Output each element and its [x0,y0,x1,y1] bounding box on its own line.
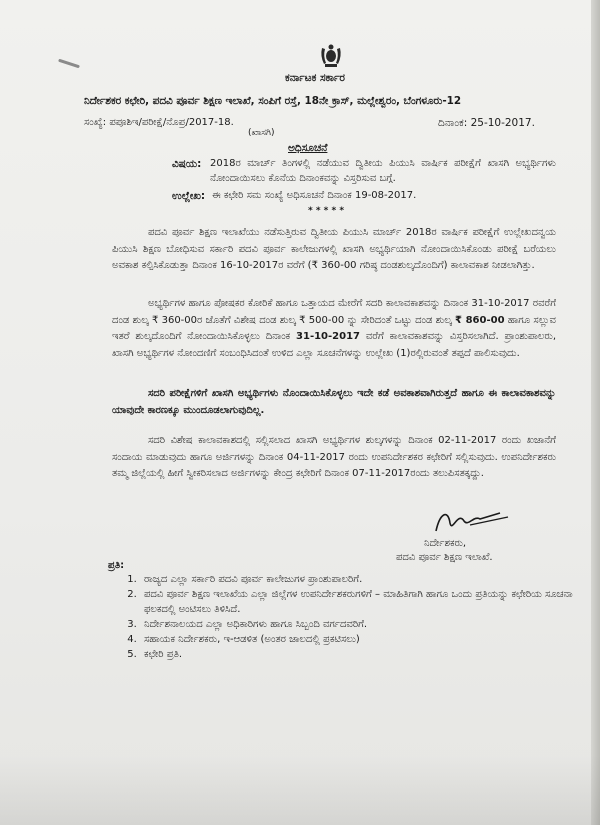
reference-number: ಸಂಖ್ಯೆ: ಪಪೂಶಿಇ/ಪರೀಕ್ಷೆ/ನೊಪ್ರ/2017-18. [84,117,234,128]
separator-stars: * * * * * [308,206,345,216]
signatory-department: ಪದವಿ ಪೂರ್ವ ಶಿಕ್ಷಣ ಇಲಾಖೆ. [396,552,493,563]
paragraph-1: ಪದವಿ ಪೂರ್ವ ಶಿಕ್ಷಣ ಇಲಾಖೆಯು ನಡೆಸುತ್ತಿರುವ ದ್ವಿತೀಯ ಪಿಯುಸಿ ಮಾರ್ಚ್ 2018ರ ವಾರ್ಷಿಕ ಪರೀಕ್ಷೆಗೆ ಉಲ್ಲೇಖದನ್ವಯ ಪಿಯುಸಿ ಶಿಕ್ಷಣ ಬೋಧಿಸುವ ಸರ್ಕಾರಿ ಪದವಿ ಪೂರ್ವ ಕಾಲೇಜುಗಳಲ್ಲಿ ಖಾಸಗಿ ಅಭ್ಯರ್ಥಿಯಾಗಿ ನೋಂದಾಯಿಸಿಕೊಂಡು ಪರೀಕ್ಷೆ ಬರೆಯಲು ಅವಕಾಶ ಕಲ್ಪಿಸಿಕೊಡುತ್ತಾ ದಿನಾಂಕ 16-10-2017ರ ವರೆಗೆ (₹ 360-00 ಗರಿಷ್ಠ ದಂಡಶುಲ್ಕದೊಂದಿಗೆ) ಕಾಲಾವಕಾಶ ನೀಡಲಾಗಿತ್ತು. [112,227,556,271]
subject-label: ವಿಷಯ: [172,158,202,170]
total-fee: ₹ 860-00 [455,314,505,326]
extended-date: 31-10-2017 [296,331,360,342]
scan-edge [591,0,600,825]
paragraph-2-mid: ಹಾಗೂ ಸಲ್ಲುವ ಇತರೆ ಶುಲ್ಕದೊಂದಿಗೆ ನೋಂದಾಯಿಸಿಕೊಳ್ಳಲು ದಿನಾಂಕ [112,314,556,342]
pen-mark [58,59,80,69]
notice-date: ದಿನಾಂಕ: 25-10-2017. [438,117,535,129]
list-item: 1. ರಾಜ್ಯದ ಎಲ್ಲಾ ಸರ್ಕಾರಿ ಪದವಿ ಪೂರ್ವ ಕಾಲೇಜುಗಳ ಪ್ರಾಂಶುಪಾಲರಿಗೆ. [140,572,590,587]
reference-text: ಈ ಕಛೇರಿ ಸಮ ಸಂಖ್ಯೆ ಅಧಿಸೂಚನೆ ದಿನಾಂಕ 19-08-2017. [212,190,417,201]
state-emblem-icon [316,42,346,68]
paragraph-2-start: ಅಭ್ಯರ್ಥಿಗಳ ಹಾಗೂ ಪೋಷಕರ ಕೋರಿಕೆ ಹಾಗೂ ಒತ್ತಾಯದ ಮೇರೆಗೆ ಸದರಿ ಕಾಲಾವಕಾಶವನ್ನು ದಿನಾಂಕ 31-10-2017 ರವರೆಗೆ ದಂಡ ಶುಲ್ಕ ₹ 360-00ರ ಜೊತೆಗೆ ವಿಶೇಷ ದಂಡ ಶುಲ್ಕ ₹ 500-00 ನ್ನು ಸೇರಿದಂತೆ ಒಟ್ಟು ದಂಡ ಶುಲ್ಕ [112,298,556,326]
paragraph-2-end: ವರೆಗೆ ಕಾಲಾವಕಾಶವನ್ನು ವಿಸ್ತರಿಸಲಾಗಿದೆ. ಪ್ರಾಂಶುಪಾಲರು, ಖಾಸಗಿ ಅಭ್ಯರ್ಥಿಗಳ ನೋಂದಣಿಗೆ ಸಂಬಂಧಿಸಿದಂತೆ ಉಳಿದ ಎಲ್ಲಾ ಸೂಚನೆಗಳನ್ನು ಉಲ್ಲೇಖ (1)ರಲ್ಲಿರುವಂತೆ ತಪ್ಪದೆ ಪಾಲಿಸುವುದು. [112,331,556,359]
notice-title: ಅಧಿಸೂಚನೆ [288,142,328,154]
copy-to-label: ಪ್ರತಿ: [108,560,125,571]
signatory-designation: ನಿರ್ದೇಶಕರು, [424,538,467,549]
reference-note: (ಖಾಸಗಿ) [248,128,275,138]
list-item: 2. ಪದವಿ ಪೂರ್ವ ಶಿಕ್ಷಣ ಇಲಾಖೆಯ ಎಲ್ಲಾ ಜಿಲ್ಲೆಗಳ ಉಪನಿರ್ದೇಶಕರುಗಳಿಗೆ – ಮಾಹಿತಿಗಾಗಿ ಹಾಗೂ ಒಂದು ಪ್ರತಿಯನ್ನು ಕಛೇರಿಯ ಸೂಚನಾ ಫಲಕದಲ್ಲಿ ಅಂಟಿಸಲು ತಿಳಿಸಿದೆ. [140,587,590,617]
list-item: 5. ಕಛೇರಿ ಪ್ರತಿ. [140,647,590,662]
scan-shadow [0,755,600,825]
office-address: ನಿರ್ದೇಶಕರ ಕಛೇರಿ, ಪದವಿ ಪೂರ್ವ ಶಿಕ್ಷಣ ಇಲಾಖೆ, ಸಂಪಿಗೆ ರಸ್ತೆ, 18ನೇ ಕ್ರಾಸ್, ಮಲ್ಲೇಶ್ವರಂ, ಬೆಂಗಳೂರು-12 [84,95,462,107]
copy-to-list [118,572,590,662]
govt-title: ಕರ್ನಾಟಕ ಸರ್ಕಾರ [285,72,345,84]
paragraph-3: ಸದರಿ ಪರೀಕ್ಷೆಗಳಿಗೆ ಖಾಸಗಿ ಅಭ್ಯರ್ಥಿಗಳು ನೊಂದಾಯಿಸಿಕೊಳ್ಳಲು ಇದೇ ಕಡೆ ಅವಕಾಶವಾಗಿರುತ್ತದೆ ಹಾಗೂ ಈ ಕಾಲಾವಕಾಶವನ್ನು ಯಾವುದೇ ಕಾರಣಕ್ಕೂ ಮುಂದೂಡಲಾಗುವುದಿಲ್ಲ. [112,388,556,416]
paragraph-4: ಸದರಿ ವಿಶೇಷ ಕಾಲಾವಕಾಶದಲ್ಲಿ ಸಲ್ಲಿಸಲಾದ ಖಾಸಗಿ ಅಭ್ಯರ್ಥಿಗಳ ಶುಲ್ಕಗಳನ್ನು ದಿನಾಂಕ 02-11-2017 ರಂದು ಖಜಾನೆಗೆ ಸಂದಾಯ ಮಾಡುವುದು ಹಾಗೂ ಅರ್ಜಿಗಳನ್ನು ದಿನಾಂಕ 04-11-2017 ರಂದು ಉಪನಿರ್ದೇಶಕರ ಕಛೇರಿಗೆ ಸಲ್ಲಿಸುವುದು. ಉಪನಿರ್ದೇಶಕರು ತಮ್ಮ ಜಿಲ್ಲೆಯಲ್ಲಿ ಹೀಗೆ ಸ್ವೀಕರಿಸಲಾದ ಅರ್ಜಿಗಳನ್ನು ಕೇಂದ್ರ ಕಛೇರಿಗೆ ದಿನಾಂಕ 07-11-2017ರಂದು ತಲುಪಿಸತಕ್ಕದ್ದು. [112,435,556,479]
list-item: 4. ಸಹಾಯಕ ನಿರ್ದೇಶಕರು, ಇ-ಆಡಳಿತ (ಅಂತರ ಜಾಲದಲ್ಲಿ ಪ್ರಕಟಿಸಲು) [140,632,590,647]
subject-text: 2018ರ ಮಾರ್ಚ್ ತಿಂಗಳಲ್ಲಿ ನಡೆಯುವ ದ್ವಿತೀಯ ಪಿಯುಸಿ ವಾರ್ಷಿಕ ಪರೀಕ್ಷೆಗೆ ಖಾಸಗಿ ಅಭ್ಯರ್ಥಿಗಳು ನೋಂದಾಯಿಸಲು ಕೊನೆಯ ದಿನಾಂಕವನ್ನು ವಿಸ್ತರಿಸುವ ಬಗ್ಗೆ. [210,158,556,184]
signature-mark [430,503,512,537]
list-item: 3. ನಿರ್ದೇಶನಾಲಯದ ಎಲ್ಲಾ ಅಧಿಕಾರಿಗಳು ಹಾಗೂ ಸಿಬ್ಬಂದಿ ವರ್ಗದವರಿಗೆ. [140,617,590,632]
paragraph-2 [112,296,556,362]
reference-label: ಉಲ್ಲೇಖ: [172,190,206,202]
